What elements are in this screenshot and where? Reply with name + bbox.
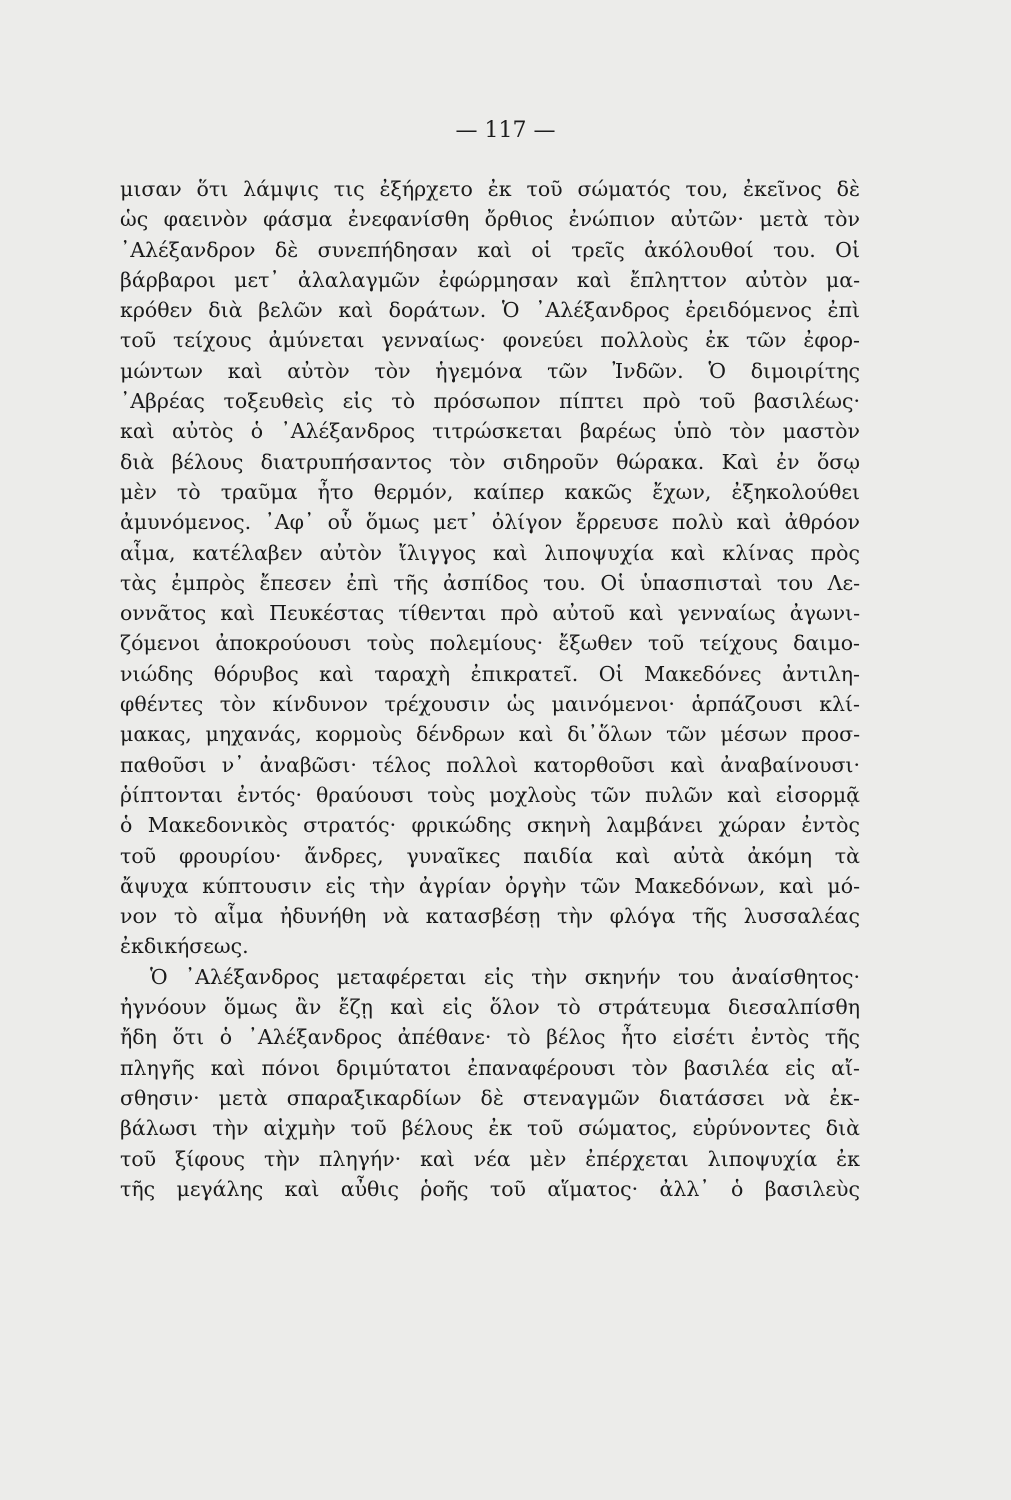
text-line: νον τὸ αἷμα ἠδυνήθη νὰ κατασβέσῃ τὴν φλόγα τῆς λυσσαλέας (120, 904, 860, 929)
text-line: μὲν τὸ τραῦμα ἦτο θερμόν, καίπερ κακῶς ἔχων, ἐξηκολούθει (120, 479, 860, 504)
text-line: αἷμα, κατέλαβεν αὐτὸν ἴλιγγος καὶ λιποψυχία καὶ κλίνας πρὸς (120, 540, 860, 565)
text-line: τῆς μεγάλης καὶ αὖθις ῥοῆς τοῦ αἵματος· ἀλλ᾿ ὁ βασιλεὺς (120, 1176, 860, 1201)
body-text (120, 174, 860, 1204)
text-line: τὰς ἐμπρὸς ἔπεσεν ἐπὶ τῆς ἀσπίδος του. Οἱ ὑπασπισταὶ του Λε- (120, 570, 860, 595)
paragraph (120, 962, 860, 1204)
text-line: ἠγνόουν ὅμως ἂν ἔζῃ καὶ εἰς ὅλον τὸ στράτευμα διεσαλπίσθη (120, 995, 860, 1020)
text-line: τοῦ τείχους ἀμύνεται γενναίως· φονεύει πολλοὺς ἐκ τῶν ἐφορ- (120, 328, 860, 353)
text-line: ζόμενοι ἀποκρούουσι τοὺς πολεμίους· ἔξωθεν τοῦ τείχους δαιμο- (120, 631, 860, 656)
text-line: παθοῦσι ν᾿ ἀναβῶσι· τέλος πολλοὶ κατορθοῦσι καὶ ἀναβαίνουσι· (120, 752, 860, 777)
page-number: — 117 — (455, 118, 556, 143)
text-line: νιώδης θόρυβος καὶ ταραχὴ ἐπικρατεῖ. Οἱ Μακεδόνες ἀντιλη- (120, 661, 860, 686)
text-line: πληγῆς καὶ πόνοι δριμύτατοι ἐπαναφέρουσι τὸν βασιλέα εἰς αἴ- (120, 1055, 860, 1080)
text-line: ἤδη ὅτι ὁ ᾿Αλέξανδρος ἀπέθανε· τὸ βέλος ἦτο εἰσέτι ἐντὸς τῆς (120, 1025, 860, 1050)
text-line: Ὁ ᾿Αλέξανδρος μεταφέρεται εἰς τὴν σκηνήν του ἀναίσθητος· (150, 964, 860, 989)
text-line: μώντων καὶ αὐτὸν τὸν ἡγεμόνα τῶν Ἰνδῶν. Ὁ διμοιρίτης (120, 358, 860, 383)
text-line: βάλωσι τὴν αἰχμὴν τοῦ βέλους ἐκ τοῦ σώματος, εὐρύνοντες διὰ (120, 1116, 860, 1141)
text-line: κρόθεν διὰ βελῶν καὶ δοράτων. Ὁ ᾿Αλέξανδρος ἐρειδόμενος ἐπὶ (120, 298, 860, 323)
text-line: μισαν ὅτι λάμψις τις ἐξήρχετο ἐκ τοῦ σώματός του, ἐκεῖνος δὲ (120, 177, 860, 201)
text-line: φθέντες τὸν κίνδυνον τρέχουσιν ὡς μαινόμενοι· ἁρπάζουσι κλί- (120, 692, 860, 717)
text-line: ᾿Αλέξανδρον δὲ συνεπήδησαν καὶ οἱ τρεῖς ἀκόλουθοί του. Οἱ (120, 237, 860, 262)
text-line: σθησιν· μετὰ σπαραξικαρδίων δὲ στεναγμῶν διατάσσει νὰ ἐκ- (120, 1085, 860, 1110)
text-line: διὰ βέλους διατρυπήσαντος τὸν σιδηροῦν θώρακα. Καὶ ἐν ὅσῳ (120, 449, 860, 474)
text-line: καὶ αὐτὸς ὁ ᾿Αλέξανδρος τιτρώσκεται βαρέως ὑπὸ τὸν μαστὸν (120, 419, 860, 444)
text-line: ᾿Αβρέας τοξευθεὶς εἰς τὸ πρόσωπον πίπτει πρὸ τοῦ βασιλέως· (120, 389, 860, 414)
paragraph (120, 174, 860, 962)
text-line: οννᾶτος καὶ Πευκέστας τίθενται πρὸ αὐτοῦ καὶ γενναίως ἀγωνι- (120, 601, 860, 626)
text-line: ἐκδικήσεως. (120, 934, 249, 959)
text-line: τοῦ ξίφους τὴν πληγήν· καὶ νέα μὲν ἐπέρχεται λιποψυχία ἐκ (120, 1146, 860, 1171)
text-line: μακας, μηχανάς, κορμοὺς δένδρων καὶ δι᾿ὅλων τῶν μέσων προσ- (120, 722, 860, 747)
text-line: ἄψυχα κύπτουσιν εἰς τὴν ἀγρίαν ὀργὴν τῶν Μακεδόνων, καὶ μό- (120, 873, 860, 898)
text-line: βάρβαροι μετ᾿ ἀλαλαγμῶν ἐφώρμησαν καὶ ἔπληττον αὐτὸν μα- (120, 267, 860, 292)
text-line: τοῦ φρουρίου· ἄνδρες, γυναῖκες παιδία καὶ αὐτὰ ἀκόμη τὰ (120, 843, 860, 868)
text-line: ὡς φαεινὸν φάσμα ἐνεφανίσθη ὄρθιος ἐνώπιον αὐτῶν· μετὰ τὸν (120, 207, 860, 232)
text-line: ῥίπτονται ἐντός· θραύουσι τοὺς μοχλοὺς τῶν πυλῶν καὶ εἰσορμᾷ (120, 782, 860, 807)
text-line: ἀμυνόμενος. ᾿Αφ᾿ οὗ ὅμως μετ᾿ ὀλίγον ἔρρευσε πολὺ καὶ ἀθρόον (120, 510, 860, 535)
text-line: ὁ Μακεδονικὸς στρατός· φρικώδης σκηνὴ λαμβάνει χώραν ἐντὸς (120, 813, 860, 838)
